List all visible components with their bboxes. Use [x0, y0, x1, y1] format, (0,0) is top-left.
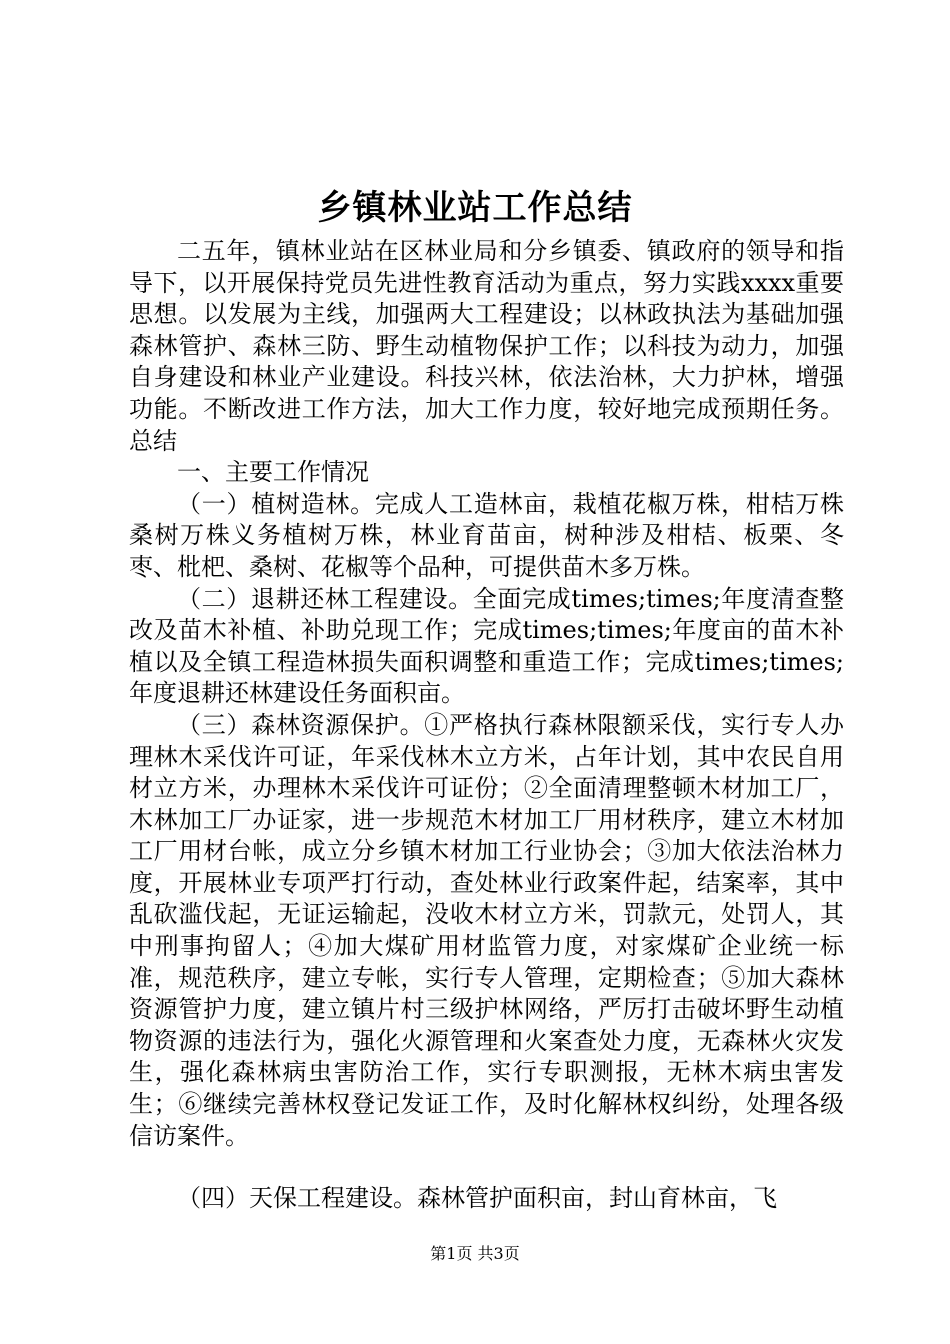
paragraph-afforestation: （一）植树造林。完成人工造林亩，栽植花椒万株，柑桔万株桑树万株义务植树万株，林业育苗亩，树种涉及柑桔、板栗、冬枣、枇杷、桑树、花椒等个品种，可提供苗木多万株。 [129, 489, 844, 581]
paragraph-natural-forest-project: （四）天保工程建设。森林管护面积亩，封山育林亩，飞 [177, 1184, 777, 1213]
paragraph-intro: 二五年，镇林业站在区林业局和分乡镇委、镇政府的领导和指导下，以开展保持党员先进性教育活动为重点，努力实践xxxx重要思想。以发展为主线，加强两大工程建设；以林政执法为基础加强森林管护、森林三防、野生动植物保护工作；以科技为动力，加强自身建设和林业产业建设。科技兴林，依法治林，大力护林，增强功能。不断改进工作方法，加大工作力度，较好地完成预期任务。总结 [129, 237, 844, 455]
document-title: 乡镇林业站工作总结 [317, 188, 633, 228]
page-footer: 第1页 共3页 [430, 1244, 520, 1263]
section-heading-main-work: 一、主要工作情况 [177, 458, 369, 487]
document-body [129, 236, 844, 1215]
paragraph-forest-protection: （三）森林资源保护。①严格执行森林限额采伐，实行专人办理林木采伐许可证，年采伐林木立方米，占年计划，其中农民自用材立方米，办理林木采伐许可证份；②全面清理整顿木材加工厂，木林加工厂办证家，进一步规范木材加工厂用材秩序，建立木材加工厂用材台帐，成立分乡镇木材加工行业协会；③加大依法治林力度，开展林业专项严打行动，查处林业行政案件起，结案率，其中乱砍滥伐起，无证运输起，没收木材立方米，罚款元，处罚人，其中刑事拘留人；④加大煤矿用材监管力度，对家煤矿企业统一标准，规范秩序，建立专帐，实行专人管理，定期检查；⑤加大森林资源管护力度，建立镇片村三级护林网络，严厉打击破坏野生动植物资源的违法行为，强化火源管理和火案查处力度，无森林火灾发生，强化森林病虫害防治工作，实行专职测报，无林木病虫害发生；⑥继续完善林权登记发证工作，及时化解林权纠纷，处理各级信访案件。 [129, 710, 844, 1150]
paragraph-grain-to-green: （二）退耕还林工程建设。全面完成times;times;年度清查整改及苗木补植、补助兑现工作；完成times;times;年度亩的苗木补植以及全镇工程造林损失面积调整和重造工作；完成times;times;年度退耕还林建设任务面积亩。 [129, 584, 844, 708]
